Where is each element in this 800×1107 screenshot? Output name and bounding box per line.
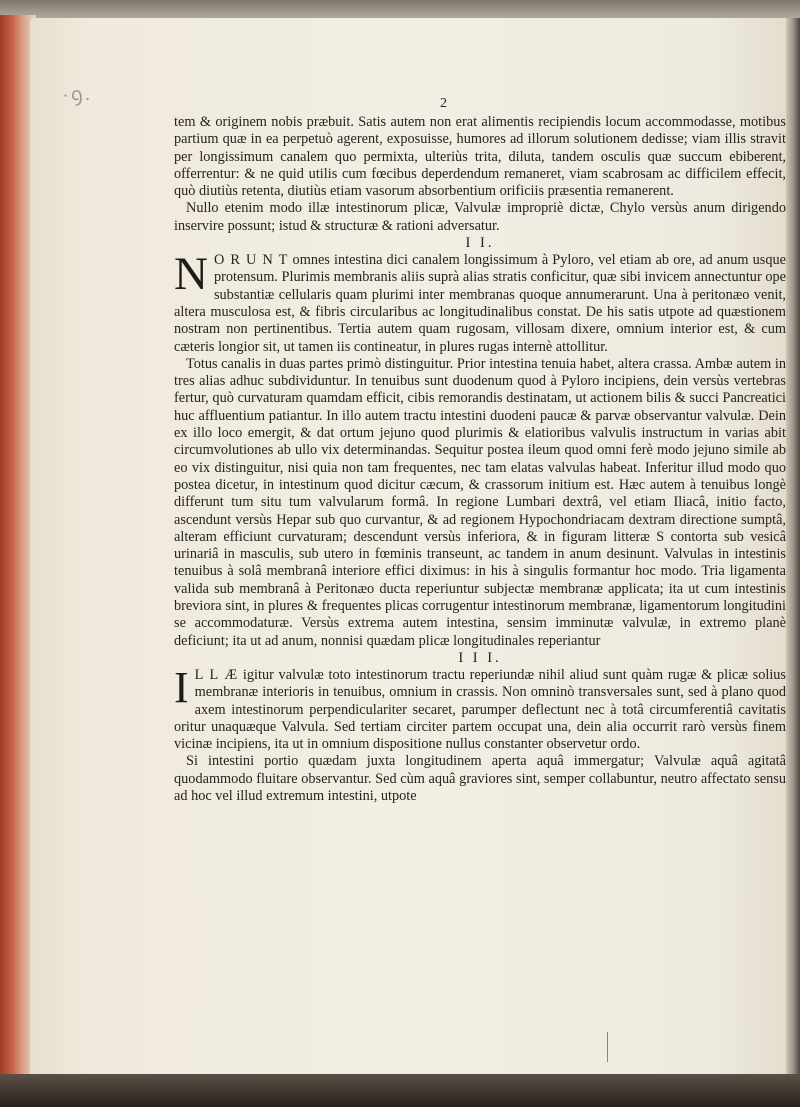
section-2-lead-word: O R U N T xyxy=(213,252,289,269)
section-3-lead-word: L L Æ xyxy=(194,666,239,683)
section-3-paragraph-1 xyxy=(174,662,786,753)
section-3-body: igitur valvulæ toto intestinorum tractu reperiundæ nihil aliud sunt quàm rugæ & plicæ solius membranæ interioris in tenuibus, omnium in crassis. Non omninò transversales sunt, sed à plano quod axem intestinorum perpendiculariter secaret, parumper deflectunt nec à totâ circumferentiâ cavitatis oritur unaquæque Valvula. Sed tertiam circiter partem occupat una, dein alia occurrit rarò versùs finem vicinæ incipiens, ita ut in omnium dispositione nullus constanter observetur ordo. xyxy=(174,666,786,753)
drop-cap-n: N xyxy=(174,248,208,301)
page-number: 2 xyxy=(440,96,447,111)
library-stamp: ·ꝯ. xyxy=(61,82,93,108)
page-text xyxy=(174,114,786,805)
section-2-paragraph-1 xyxy=(174,248,786,356)
section-heading-2: I I. xyxy=(465,235,495,252)
paragraph-continuation: tem & originem nobis præbuit. Satis autem non erat alimentis recipiendis locum accommodasse, motibus partium quæ in ea perpetuò agerent, exposuisse, humores ad illorum solutionem dedisse; viam illis stravit per longissimum canalem quo permixta, ulteriùs trita, diluta, tandem osculis quæ succum ebiberent, offerrentur: & ne quid utilis cum fœcibus deperdendum remaneret, viam scabrosam ac difficilem effecit, quò diutiùs retenta, diutiùs etiam vasorum absorbentium orificiis præsentia remanerent. xyxy=(174,114,786,200)
drop-cap-i: I xyxy=(174,662,189,712)
section-3-paragraph-2: Si intestini portio quædam juxta longitudinem aperta aquâ immergatur; Valvulæ aquâ agitatâ quodammodo fluitare observantur. Sed cùm aquâ graviores sint, semper collabuntur, neutro affectato sensu ad hoc vel illud extremum intestini, utpote xyxy=(174,753,786,804)
pencil-mark xyxy=(607,1032,608,1062)
book-bottom-edge xyxy=(0,1074,800,1107)
paragraph-valvulae: Nullo etenim modo illæ intestinorum plicæ, Valvulæ impropriè dictæ, Chylo versùs anum dirigendo inservire possunt; istud & structuræ & rationi adversatur. xyxy=(174,200,786,234)
book-right-edge xyxy=(786,18,800,1076)
section-heading-3: I I I. xyxy=(458,649,502,666)
section-2-paragraph-2: Totus canalis in duas partes primò distinguitur. Prior intestina tenuia habet, altera crassa. Ambæ autem in tres alias adhuc subdividuntur. In tenuibus sunt duodenum quod à Pyloro incipiens, dein versùs vertebras fertur, quò curvaturam quamdam efficit, cibis remorandis destinatam, ut actionem bilis & succi Pancreatici huc affluentium patiantur. In illo autem tractu intestini duodeni paucæ & parvæ observantur valvulæ. Dein ex illo loco emergit, & dat ortum jejuno quod plurimis & elatioribus valvulis instructum in varias abit circumvolutiones ab ullo vix determinandas. Sequitur postea ileum quod omni ferè modo jejuno simile ab eo vix distinguitur, nisi quia non tam frequentes, nec tam elatas valvulas habeat. Inferitur illud modo quo postea dicetur, in intestinum quod dicitur cæcum, & crassorum initium est. Hæc autem à tenuibus longè differunt tum situ tum valvularum formâ. In regione Lumbari dextrâ, vel etiam Iliacâ, initio facto, ascendunt versùs Hepar sub quo curvantur, & ad regionem Hypochondriacam dextram directione sumptâ, alteram efficiunt curvaturam; descendunt versùs inferiora, & in figuram litteræ S contorta sub vesicâ urinariâ in masculis, sub utero in fœminis transeunt, ac tandem in anum desinunt. Valvulas in intestinis tenuibus à solâ membranâ interiore effici diximus: in his à singulis formantur hoc modo. Tria ligamenta valida sub membranâ à Peritonæo ducta reperiuntur subjectæ membranæ applicata; ita ut cum intestinis breviora sint, in plures & frequentes plicas corrugentur intestinorum membranæ, ligamentorum longitudini se accommodaturæ. Versùs extrema autem intestina, sensim imminutæ valvulæ, in extremo planè deficiunt; ita ut ad anum, nonnisi quædam plicæ longitudinales reperiantur xyxy=(174,355,786,649)
section-2-body: omnes intestina dici canalem longissimum à Pyloro, vel etiam ab ore, ad anum usque protensum. Plurimis membranis aliis suprà alias stratis conficitur, quæ sibi invicem annectuntur ope substantiæ cellularis quam plurimi inter membranas quoque annumerarunt. Una à peritonæo venit, altera musculosa est, & fibris circularibus ac longitudinalibus constat. De his satis utpote ad quæstionem nostram non pertinentibus. Tertia autem quam rugosam, villosam dixere, omnium interior est, & cum cæteris longior sit, ut tamen iis contineatur, in plures rugas internè attollitur. xyxy=(174,252,786,355)
